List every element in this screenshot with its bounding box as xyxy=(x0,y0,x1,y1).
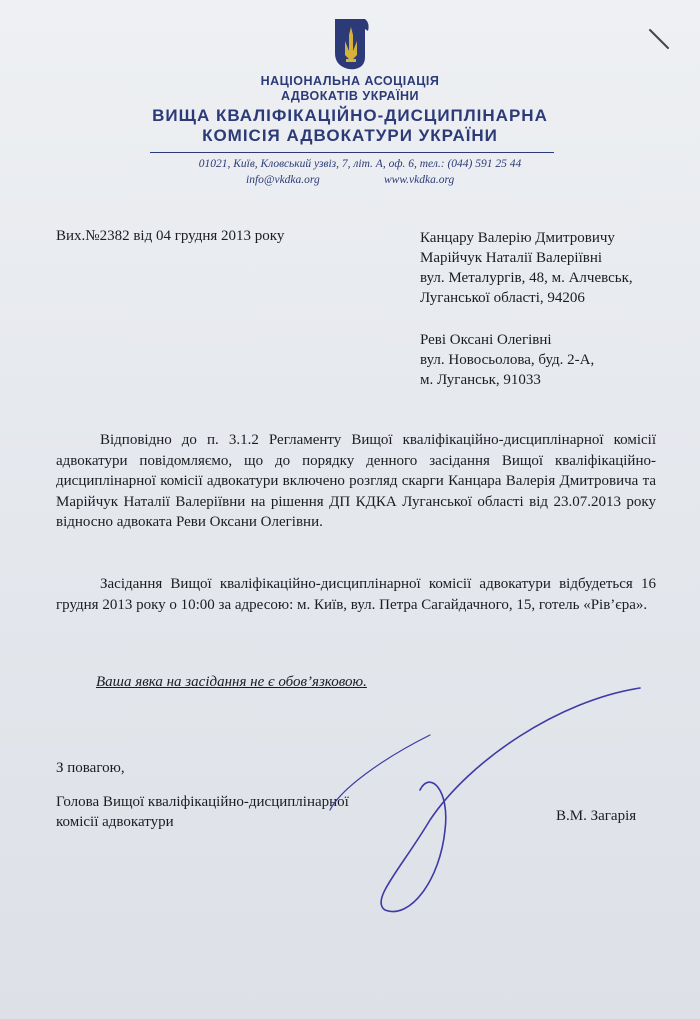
closing-salutation: З повагою, xyxy=(56,760,125,776)
body-paragraph-2: Засідання Вищої кваліфікаційно-дисциплінарної комісії адвокатури відбудеться 16 грудня 2013 року о 10:00 за адресою: м. Київ, вул. Петра Сагайдачного, 15, готель «Рів’єра». xyxy=(56,576,656,613)
recipient-line: м. Луганськ, 91033 xyxy=(420,372,541,388)
recipient-line: Канцару Валерію Дмитровичу xyxy=(420,230,615,246)
association-name: НАЦІОНАЛЬНА АСОЦІАЦІЯ АДВОКАТІВ УКРАЇНИ xyxy=(260,74,440,103)
body-paragraph-1: Відповідно до п. 3.1.2 Регламенту Вищої кваліфікаційно-дисциплінарної комісії адвокатури повідомляємо, що до порядку денного засідання Вищої кваліфікаційно-дисциплінарної комісії адвокатури включено розгляд скарги Канцара Валерія Дмитровича та Марійчук Наталії Валеріївни на рішення ДП КДКА Луганської області від 23.07.2013 року відносно адвоката Реви Оксани Олегівни. xyxy=(56,432,656,530)
outgoing-reference: Вих.№2382 від 04 грудня 2013 року xyxy=(56,228,285,244)
attendance-notice: Ваша явка на засідання не є обов’язковою. xyxy=(96,674,367,690)
signer-title: Голова Вищої кваліфікаційно-дисциплінарної комісії адвокатури xyxy=(56,794,349,830)
recipient-line: вул. Металургів, 48, м. Алчевськ, xyxy=(420,270,633,286)
recipient-line: вул. Новосьолова, буд. 2-А, xyxy=(420,352,595,368)
letterhead-contacts xyxy=(160,158,560,186)
letterhead-email: info@vkdka.org xyxy=(246,174,320,186)
recipient-line: Луганської області, 94206 xyxy=(420,290,585,306)
recipient-line: Марійчук Наталії Валеріївні xyxy=(420,250,603,266)
recipient-block-2 xyxy=(420,330,594,390)
letterhead-divider xyxy=(150,152,554,153)
letterhead-address: 01021, Київ, Кловський узвіз, 7, літ. А, оф. 6, тел.: (044) 591 25 44 xyxy=(198,158,522,170)
recipient-block-1 xyxy=(420,228,633,308)
recipient-line: Реві Оксані Олегівні xyxy=(420,332,552,348)
signer-name: В.М. Загарія xyxy=(556,808,637,824)
letterhead-website: www.vkdka.org xyxy=(384,174,455,186)
coat-of-arms-logo xyxy=(331,17,371,71)
commission-name: ВИЩА КВАЛІФІКАЦІЙНО-ДИСЦИПЛІНАРНА КОМІСІЯ АДВОКАТУРИ УКРАЇНИ xyxy=(152,106,548,145)
